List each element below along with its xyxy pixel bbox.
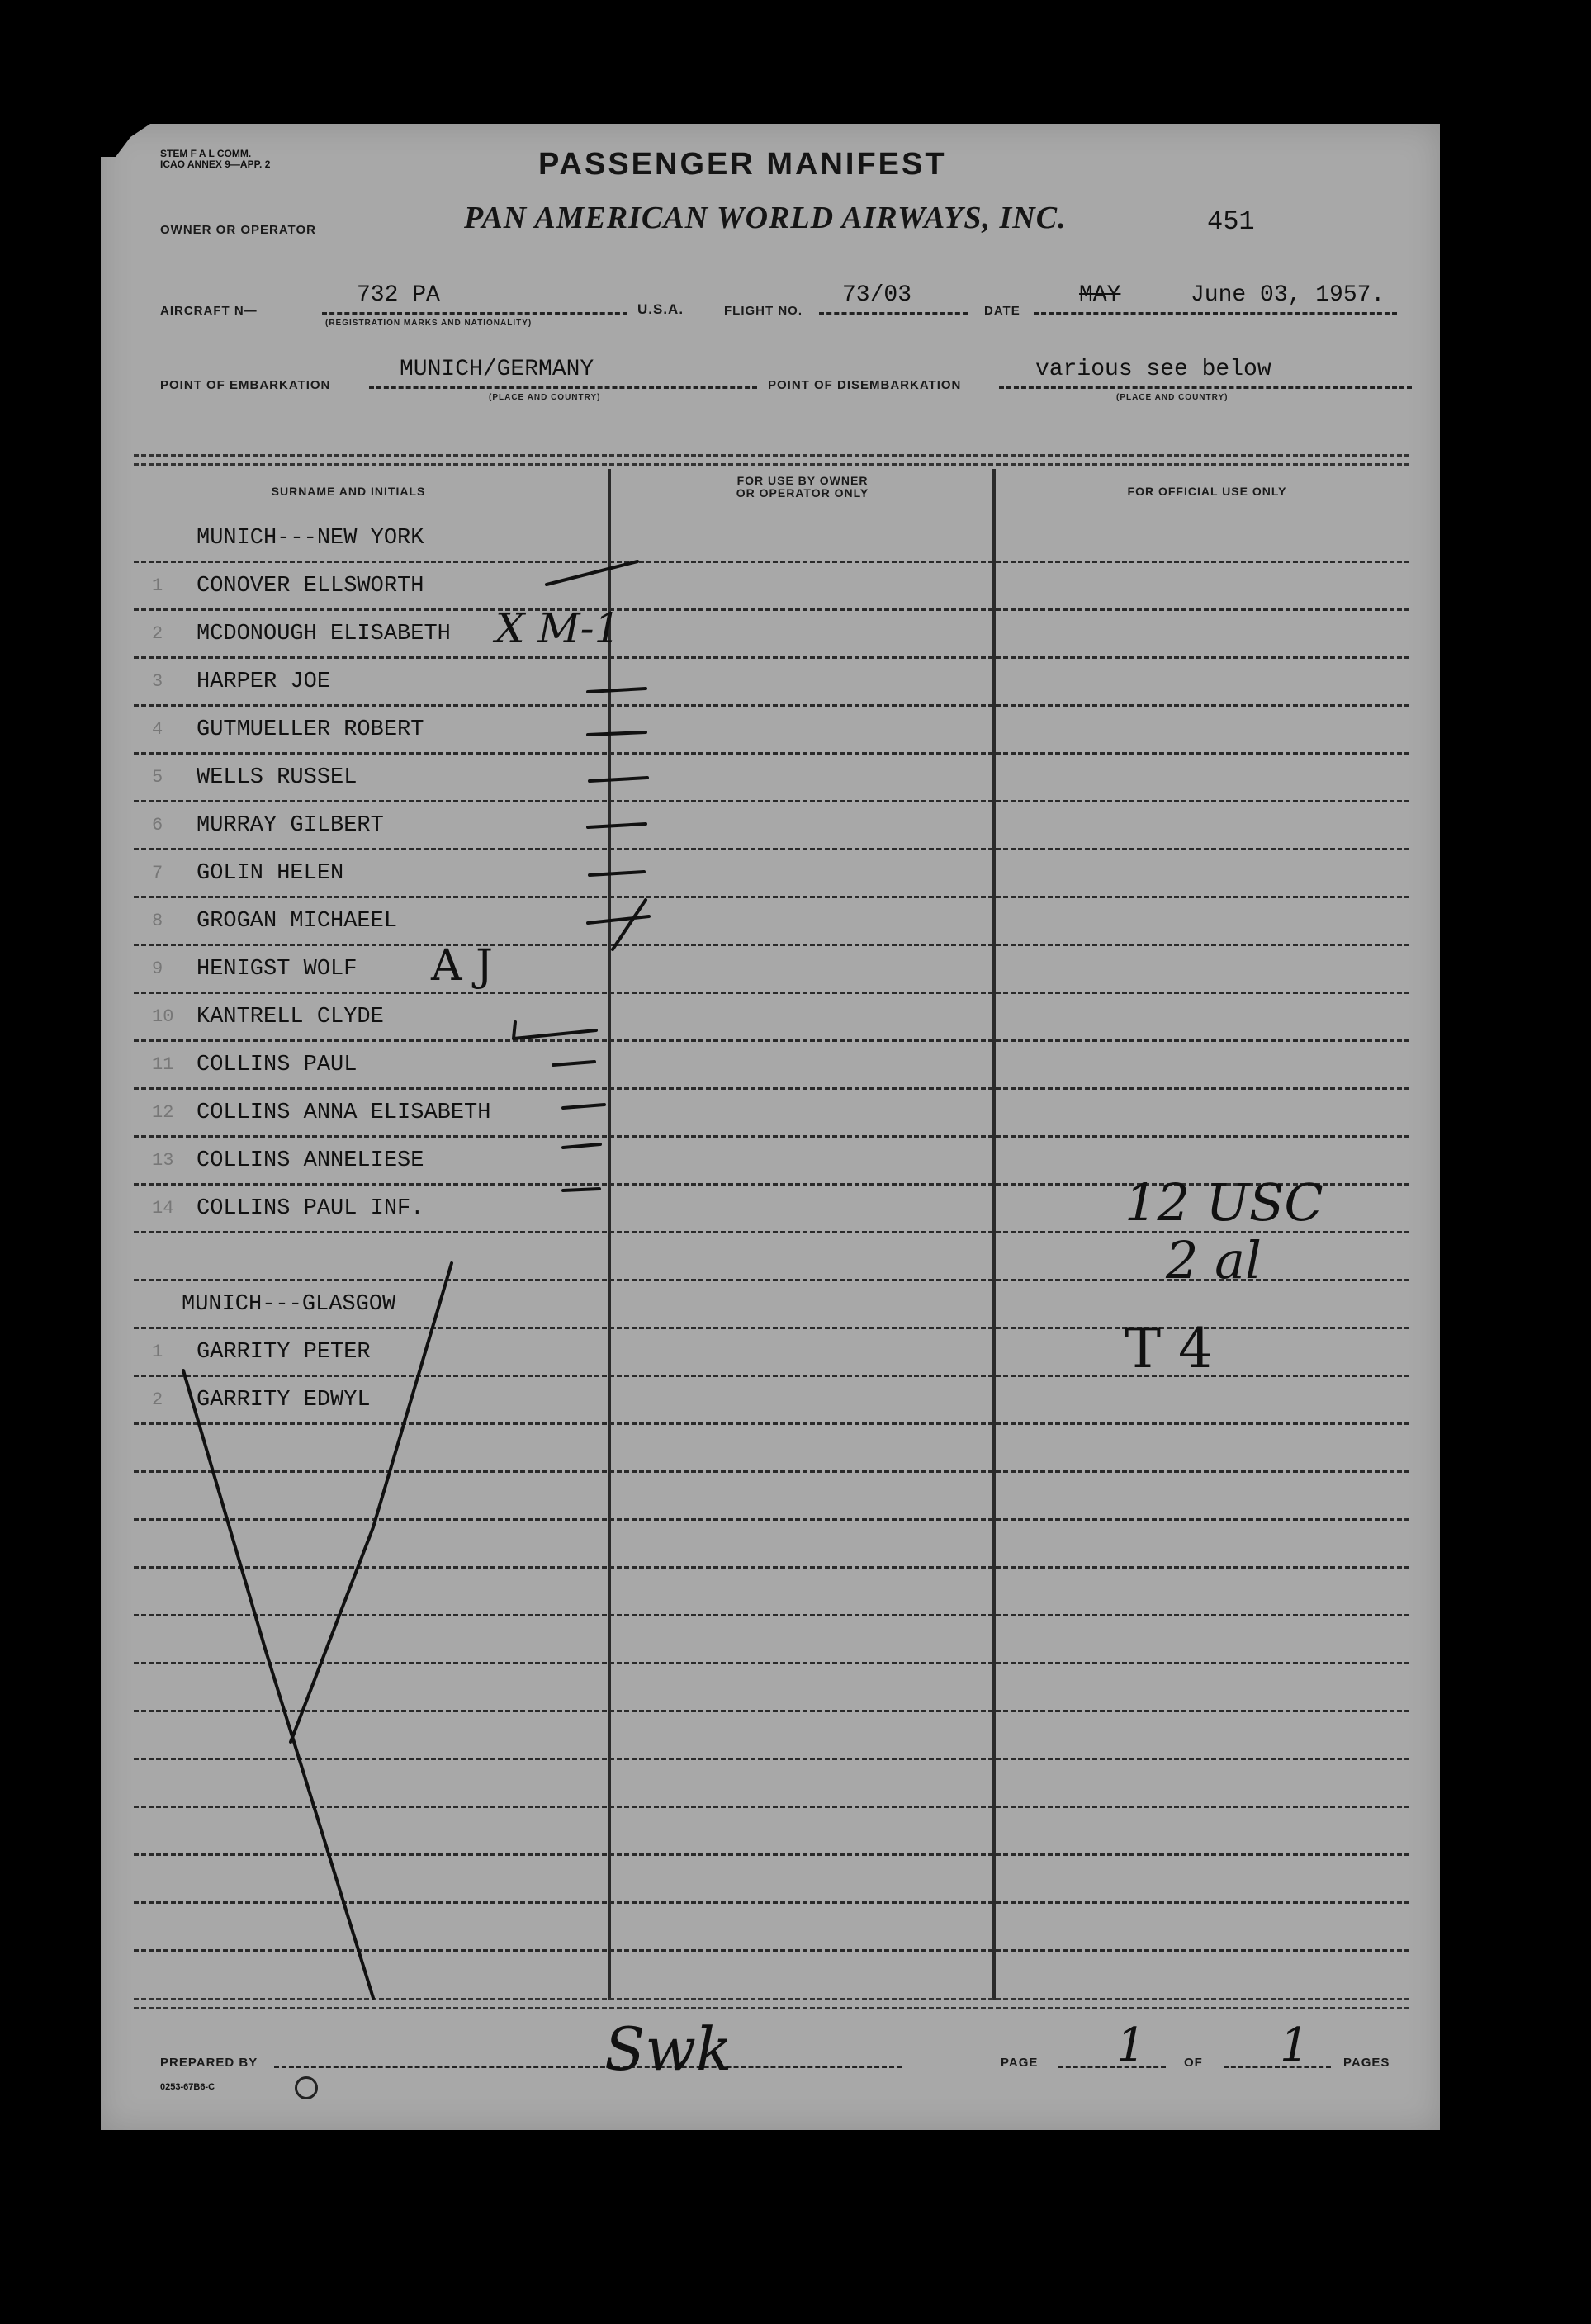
row-number: 2 — [152, 623, 163, 644]
passenger-name: GUTMUELLER ROBERT — [197, 717, 424, 742]
passenger-name: MURRAY GILBERT — [197, 813, 384, 838]
tick-mark — [588, 689, 646, 692]
row-number: 10 — [152, 1006, 174, 1027]
annotation-aj: A J — [431, 941, 493, 991]
passenger-name: HARPER JOE — [197, 670, 331, 694]
prepared-label: PREPARED BY — [160, 2056, 258, 2070]
embark-value: MUNICH/GERMANY — [400, 357, 594, 382]
page-number: 451 — [1207, 206, 1255, 237]
aircraft-sub: (REGISTRATION MARKS AND NATIONALITY) — [325, 319, 533, 328]
col-surname: SURNAME AND INITIALS — [271, 485, 426, 498]
annotation-xm: X M-1 — [495, 604, 621, 652]
usa-label: U.S.A. — [637, 301, 684, 317]
col-owner-use: FOR USE BY OWNER OR OPERATOR ONLY — [736, 474, 869, 499]
passenger-name: COLLINS PAUL INF. — [197, 1196, 424, 1221]
passenger-name: GROGAN MICHAEEL — [197, 909, 398, 934]
row-number: 6 — [152, 815, 163, 835]
page-title: PASSENGER MANIFEST — [538, 147, 947, 182]
passenger-name: GARRITY PETER — [197, 1340, 371, 1365]
passenger-name: COLLINS ANNA ELISABETH — [197, 1100, 491, 1125]
aircraft-label: AIRCRAFT N— — [160, 304, 258, 318]
form-code: STEM F A L COMM. ICAO ANNEX 9—APP. 2 — [160, 148, 271, 170]
row-number: 12 — [152, 1102, 174, 1123]
flight-value: 73/03 — [842, 282, 912, 308]
of-label: OF — [1184, 2056, 1203, 2070]
passenger-name: COLLINS ANNELIESE — [197, 1148, 424, 1173]
pages-label: PAGES — [1343, 2056, 1390, 2070]
annotation-tally-3: T 4 — [1125, 1317, 1213, 1380]
row-number: 13 — [152, 1150, 174, 1171]
embark-sub: (PLACE AND COUNTRY) — [489, 393, 601, 402]
passenger-name: CONOVER ELLSWORTH — [197, 574, 424, 599]
owner-value: PAN AMERICAN WORLD AIRWAYS, INC. — [464, 201, 1067, 235]
row-number: 5 — [152, 767, 163, 788]
row-number: 4 — [152, 719, 163, 740]
row-number: 7 — [152, 863, 163, 883]
date-value: June 03, 1957. — [1191, 282, 1385, 308]
col-official: FOR OFFICIAL USE ONLY — [1127, 485, 1287, 498]
row-number: 1 — [152, 1342, 163, 1362]
of-value: 1 — [1280, 2019, 1309, 2072]
owner-label: OWNER OR OPERATOR — [160, 223, 316, 237]
row-number: 14 — [152, 1198, 174, 1219]
strike-line — [183, 1370, 373, 1998]
row-number: 1 — [152, 575, 163, 596]
date-label: DATE — [984, 304, 1020, 318]
passenger-name: MUNICH---NEW YORK — [197, 526, 424, 551]
strike-line — [291, 1263, 452, 1742]
annotation-tally-2: 2 al — [1166, 1230, 1262, 1290]
tick-mark — [547, 561, 637, 585]
disembark-sub: (PLACE AND COUNTRY) — [1116, 393, 1229, 402]
passenger-name: HENIGST WOLF — [197, 957, 358, 982]
row-number: 3 — [152, 671, 163, 692]
manifest-sheet — [101, 124, 1440, 2130]
passenger-name: MCDONOUGH ELISABETH — [197, 622, 451, 646]
row-number: 8 — [152, 911, 163, 931]
date-struck: MAY — [1079, 282, 1121, 308]
disembark-value: various see below — [1035, 357, 1271, 382]
passenger-name: KANTRELL CLYDE — [197, 1005, 384, 1029]
aircraft-value: 732 PA — [357, 282, 440, 308]
passenger-name: WELLS RUSSEL — [197, 765, 358, 790]
page-label: PAGE — [1001, 2056, 1039, 2070]
row-number: 2 — [152, 1389, 163, 1410]
signature: Swk — [604, 2014, 732, 2084]
page-value: 1 — [1116, 2019, 1146, 2072]
footer-form-code: 0253-67B6-C — [160, 2082, 215, 2092]
flight-label: FLIGHT NO. — [724, 304, 803, 318]
passenger-name: GARRITY EDWYL — [197, 1388, 371, 1413]
row-number: 11 — [152, 1054, 174, 1075]
passenger-name: MUNICH---GLASGOW — [182, 1292, 396, 1317]
passenger-name: GOLIN HELEN — [197, 861, 344, 886]
disembark-label: POINT OF DISEMBARKATION — [768, 378, 962, 392]
annotation-tally-1: 12 USC — [1125, 1172, 1323, 1233]
row-number: 9 — [152, 958, 163, 979]
passenger-name: COLLINS PAUL — [197, 1053, 358, 1077]
ink-marks — [101, 124, 1440, 2130]
embark-label: POINT OF EMBARKATION — [160, 378, 331, 392]
